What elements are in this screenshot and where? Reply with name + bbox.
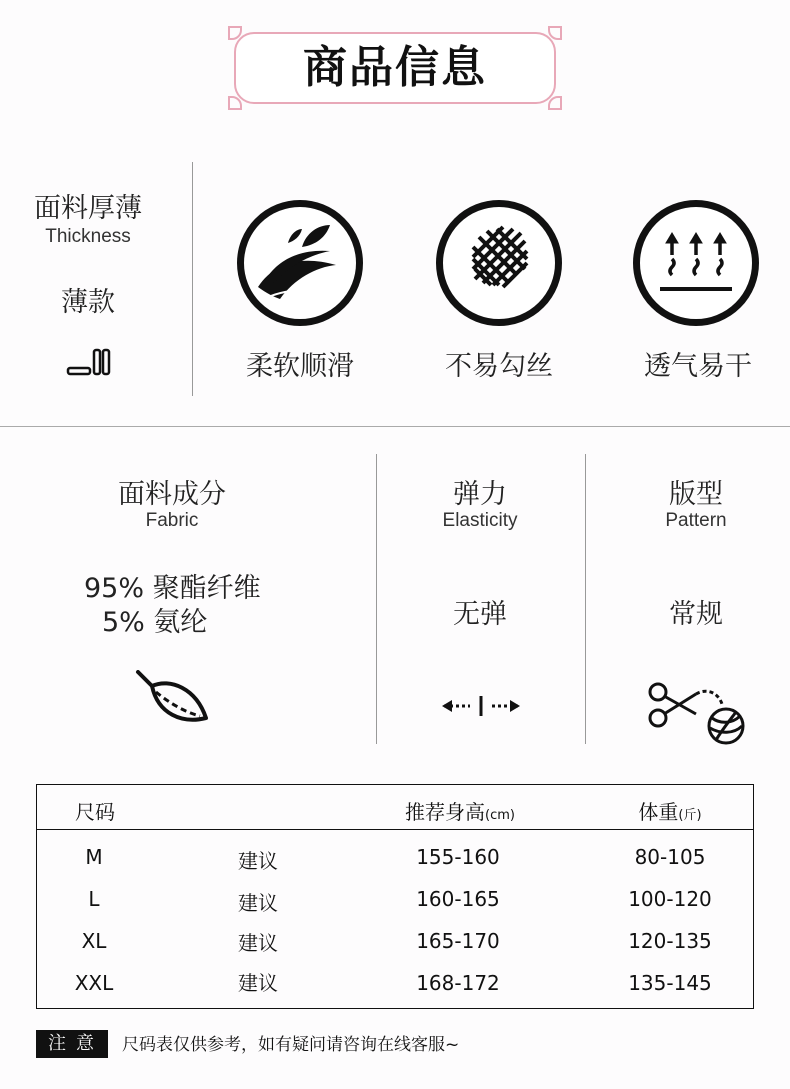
fabric-leaf-icon — [134, 670, 210, 724]
row-weight: 135-145 — [628, 971, 712, 995]
thickness-label-en: Thickness — [45, 226, 131, 247]
header-weight-text: 体重 — [638, 800, 679, 824]
leaf-icon — [244, 207, 356, 319]
elasticity-value: 无弹 — [453, 599, 507, 630]
header-weight-unit: (斤) — [678, 808, 702, 823]
mesh-icon — [443, 207, 555, 319]
notice-text: 尺码表仅供参考，如有疑问请咨询在线客服~ — [122, 1035, 460, 1055]
fabric-label-en: Fabric — [145, 510, 199, 531]
header-height — [380, 796, 540, 825]
breathable-icon-circle — [633, 200, 759, 326]
soft-icon-circle — [237, 200, 363, 326]
notice-tag: 注意 — [36, 1030, 108, 1058]
pattern-label-en: Pattern — [665, 510, 727, 531]
row-weight: 120-135 — [628, 929, 712, 953]
elasticity-label-cn: 弹力 — [453, 479, 507, 510]
thickness-bar-icon — [66, 346, 112, 378]
row-size: M — [85, 845, 103, 869]
snag-resistant-icon-circle — [436, 200, 562, 326]
row-note: 建议 — [238, 849, 278, 873]
row-height: 155-160 — [416, 845, 500, 869]
divider — [192, 162, 193, 396]
feature-label: 不易勾丝 — [445, 351, 553, 382]
breathable-arrows-icon — [640, 207, 752, 319]
row-note: 建议 — [238, 971, 278, 995]
row-note: 建议 — [238, 931, 278, 955]
header-height-unit: (cm) — [485, 808, 515, 823]
fabric-composition-1: 95% 聚酯纤维 — [84, 573, 261, 604]
row-height: 168-172 — [416, 971, 500, 995]
pattern-label-cn: 版型 — [669, 479, 723, 510]
no-stretch-arrows-icon — [440, 694, 522, 718]
title-banner — [234, 32, 556, 104]
feature-label: 透气易干 — [644, 351, 752, 382]
row-weight: 100-120 — [628, 887, 712, 911]
page-title: 商品信息 — [303, 42, 487, 93]
scissors-yarn-icon — [646, 680, 748, 746]
row-weight: 80-105 — [634, 845, 706, 869]
row-size: XXL — [74, 971, 114, 995]
section-divider — [0, 426, 790, 427]
pattern-value: 常规 — [669, 599, 723, 630]
feature-label: 柔软顺滑 — [246, 351, 354, 382]
header-weight — [610, 796, 730, 825]
row-size: L — [88, 887, 100, 911]
divider — [585, 454, 586, 744]
row-height: 165-170 — [416, 929, 500, 953]
header-height-text: 推荐身高 — [405, 800, 486, 824]
elasticity-label-en: Elasticity — [442, 510, 518, 531]
header-size: 尺码 — [75, 800, 115, 824]
thickness-value: 薄款 — [61, 287, 115, 318]
divider — [376, 454, 377, 744]
row-note: 建议 — [238, 891, 278, 915]
row-height: 160-165 — [416, 887, 500, 911]
fabric-composition-2: 5% 氨纶 — [102, 607, 208, 638]
thickness-label-cn: 面料厚薄 — [34, 193, 142, 224]
fabric-label-cn: 面料成分 — [118, 479, 226, 510]
row-size: XL — [81, 929, 107, 953]
